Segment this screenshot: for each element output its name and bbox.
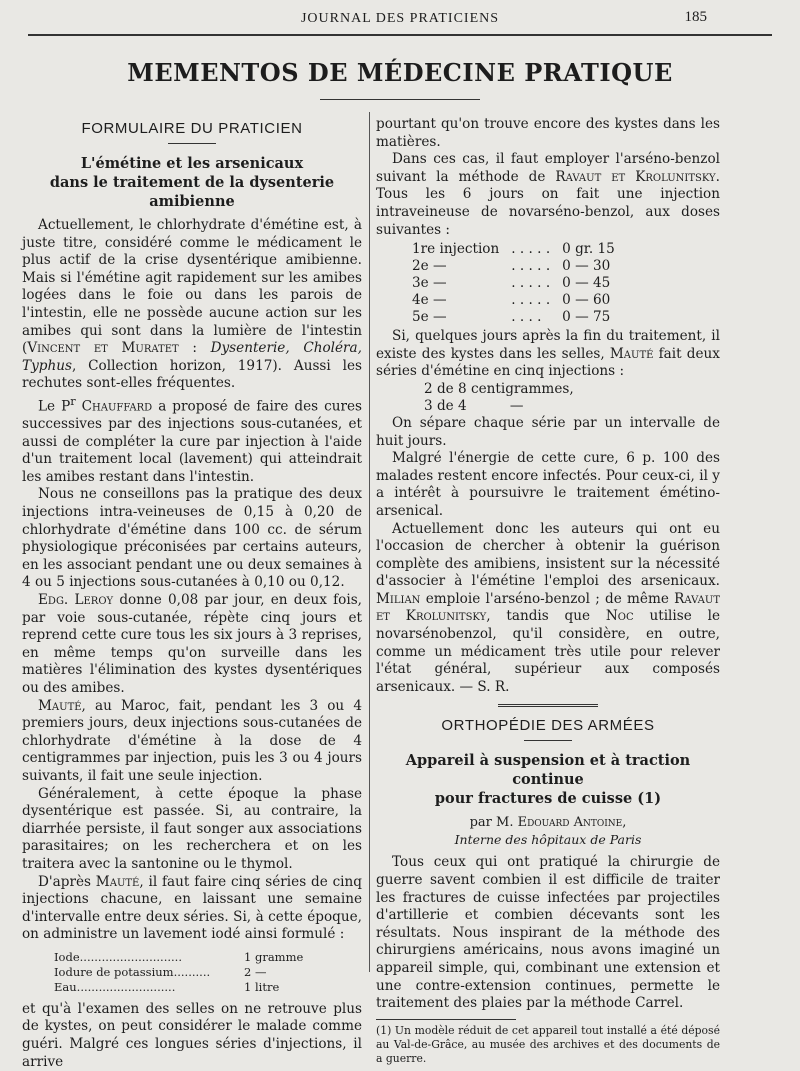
paragraph-text: D'après (38, 873, 96, 890)
page-title: MEMENTOS DE MÉDECINE PRATIQUE (127, 58, 673, 87)
paragraph (376, 328, 720, 381)
dose-row (406, 309, 621, 326)
author-name: Noc (605, 608, 634, 625)
author-name: Edg. Leroy (38, 592, 114, 608)
paragraph (22, 874, 362, 944)
paragraph (22, 393, 362, 487)
dose-leader: . . . . . (511, 275, 551, 292)
dose-value: 0 — 60 (562, 292, 611, 309)
paragraph-text: a proposé de faire des cures successives par des injections sous-cutanées, et aussi de compléter la cure par injection à l'aide d'un traitement local (lavement) qui atteindrait les amibes restant dans l'intestin. (22, 398, 362, 485)
author-names: Ravaut et Krolunitsky (555, 168, 716, 185)
dose-table (406, 241, 621, 326)
paragraph-text: Le P (38, 398, 71, 415)
paragraph (22, 698, 362, 786)
superscript: r (70, 393, 76, 408)
paragraph-text: , Collection horizon, 1917). Aussi les rechutes sont-elles fréquentes. (22, 357, 362, 392)
series-line: 3 de 4 — (424, 397, 524, 414)
paragraph-text: , au Maroc, fait, pendant les 3 ou 4 premiers jours, deux injections sous-cutanées de chlorhydrate d'émétine à la dose de 4 centigrammes par injection, puis les 3 ou 4 jours suivants, il fait une seule injection. (22, 697, 362, 784)
right-column (376, 116, 720, 1066)
footnote: (1) Un modèle réduit de cet appareil tout installé a été déposé au Val-de-Grâce, au musée des archives et des documents de a guerre. (376, 1023, 720, 1065)
formula-ingredient: Iode............................ (54, 949, 182, 964)
dose-value: 0 — 30 (562, 258, 611, 275)
dose-ordinal: 5e — (412, 309, 447, 326)
author-name: Chauffard (81, 398, 153, 415)
author-name: Mauté (95, 873, 140, 890)
series-line: 2 de 8 centigrammes, (424, 380, 574, 397)
article-title-line-1: Appareil à suspension et à traction continue (405, 752, 691, 789)
dose-row (406, 275, 621, 292)
author-names: Ravaut et Krolunitsky (376, 590, 720, 625)
formula-quantity: 1 litre (244, 979, 280, 994)
paragraph-text: Dans ces cas, il faut employer l'arséno-benzol suivant la méthode de (376, 151, 720, 185)
paragraph-text: utilise le novarsénobenzol, qu'il considère, en outre, comme un médicament très utile pour relever l'état général, supérieur aux composés arsenicaux. — S. R. (376, 608, 720, 695)
author-role: Interne des hôpitaux de Paris (454, 832, 642, 848)
formula-ingredient: Iodure de potassium.......... (54, 964, 211, 979)
dose-row (406, 292, 621, 309)
dose-leader: . . . . . (511, 258, 551, 275)
formula-quantity: 2 — (244, 964, 267, 979)
dose-leader: . . . . (511, 309, 542, 326)
dose-value: 0 gr. 15 (562, 241, 615, 258)
article-title-line-2: dans le traitement de la dysenterie amibienne (49, 174, 335, 210)
article-title-line-2: pour fractures de cuisse (1) (434, 790, 662, 808)
paragraph: On sépare chaque série par un intervalle de huit jours. (376, 414, 720, 449)
article-title-appareil (376, 751, 720, 808)
paragraph: Généralement, à cette époque la phase dysentérique est passée. Si, au contraire, la diarrhée persiste, il faut songer aux associations parasitaires; on les recherchera et on les traitera avec la santonine ou le thymol. (22, 785, 362, 872)
author-name: Edouard Antoine (517, 815, 623, 831)
column-divider (369, 112, 370, 972)
paragraph (376, 521, 720, 697)
formula-row (54, 980, 362, 995)
paragraph-text: Si, quelques jours après la fin du traitement, il existe des kystes dans les selles, (376, 328, 720, 362)
author-name: Mauté (38, 697, 82, 714)
dose-row (406, 241, 621, 258)
section-rule (168, 143, 216, 144)
dose-value: 0 — 75 (562, 309, 611, 326)
section-rule (524, 740, 572, 741)
paragraph-text: , tandis que (486, 608, 606, 625)
footnote-rule (376, 1019, 516, 1020)
formula-ingredient: Eau........................... (54, 979, 176, 994)
author-prefix: par M. (469, 815, 518, 831)
running-title: JOURNAL DES PRATICIENS (300, 11, 500, 26)
formula (54, 950, 362, 995)
article-title-emetine (22, 154, 362, 211)
dose-ordinal: 1re injection (412, 241, 500, 258)
paragraph-text: Actuellement donc les auteurs qui ont eu l'occasion de chercher à obtenir la guérison complète des amibiens, insistent sur la nécessité d'associer à l'émétine l'emploi des arsenicaux. (376, 520, 720, 590)
formula-row (54, 950, 362, 965)
paragraph-text: fait deux séries d'émétine en cinq injections : (376, 345, 720, 380)
author-line (376, 814, 720, 831)
formula-quantity: 1 gramme (244, 949, 304, 964)
paragraph-text: . Tous les 6 jours on fait une injection intraveineuse de novarséno-benzol, aux doses suivantes : (376, 168, 720, 238)
paragraph: Nous ne conseillons pas la pratique des deux injections intra-veineuses de 0,15 à 0,20 de chlorhydrate d'émétine dans 100 cc. de sérum physiologique préconisées par certains auteurs, en les associant pendant une ou deux semaines à 4 ou 5 injections sous-cutanées à 0,10 ou 0,12. (22, 486, 362, 591)
paragraph: pourtant qu'on trouve encore des kystes dans les matières. (376, 116, 720, 150)
dose-value: 0 — 45 (562, 275, 611, 292)
header-rule (28, 34, 772, 36)
dose-row (406, 258, 621, 275)
paragraph-text: , il faut faire cinq séries de cinq injections chacune, en laissant une semaine d'intervalle entre deux séries. Si, à cette époque, on administre un lavement iodé ainsi formulé : (22, 873, 362, 943)
paragraph-text: Actuellement, le chlorhydrate d'émétine est, à juste titre, considéré comme le médicament le plus actif de la crise dysentérique amibienne. Mais si l'émétine agit rapidement sur les amibes logées dans le foie ou dans les parois de l'intestin, elle ne possède aucune action sur les amibes qui sont dans la lumière de l'intestin ( (22, 217, 362, 357)
paragraph (22, 592, 362, 698)
paragraph (376, 151, 720, 239)
dose-ordinal: 3e — (412, 275, 447, 292)
author-name: Mauté (609, 345, 654, 362)
paragraph: Malgré l'énergie de cette cure, 6 p. 100 des malades restent encore infectés. Pour ceux-ci, il y a intérêt à poursuivre le traitement émétino-arsenical. (376, 450, 720, 519)
dose-leader: . . . . . (511, 292, 551, 309)
dose-leader: . . . . . (511, 241, 551, 258)
section-title-orthopedie: ORTHOPÉDIE DES ARMÉES (441, 717, 655, 735)
dose-ordinal: 4e — (412, 292, 447, 309)
page-number: 185 (684, 9, 707, 25)
formula-row (54, 965, 362, 980)
left-column (22, 116, 362, 1071)
section-separator (498, 704, 598, 707)
author-names: Vincent et Muratet (27, 340, 179, 357)
running-head (0, 8, 800, 30)
paragraph-text: emploie l'arséno-benzol ; de même (420, 590, 675, 607)
section-title-formulaire: FORMULAIRE DU PRATICIEN (81, 120, 303, 137)
title-rule (320, 99, 480, 100)
paragraph-text: : (178, 340, 211, 357)
paragraph (22, 217, 362, 393)
author-suffix: , (622, 815, 627, 831)
article-title-line-1: L'émétine et les arsenicaux (80, 155, 304, 172)
dose-ordinal: 2e — (412, 258, 447, 275)
paragraph: et qu'à l'examen des selles on ne retrouve plus de kystes, on peut considérer le malade comme guéri. Malgré ces longues séries d'injections, il arrive (22, 1000, 362, 1070)
book-title: Dysenterie, Choléra, Typhus (22, 340, 362, 374)
paragraph-text: donne 0,08 par jour, en deux fois, par voie sous-cutanée, répète cinq jours et reprend cette cure tous les six jours à 3 reprises, en même temps qu'on surveille dans les matières l'élimination des kystes dysentériques ou des amibes. (22, 592, 362, 696)
paragraph: Tous ceux qui ont pratiqué la chirurgie de guerre savent combien il est difficile de traiter les fractures de cuisse infectées par projectiles d'artillerie et combien décevants sont les résultats. Nous inspirant de la méthode des chirurgiens américains, nous avons imaginé un appareil simple, qui, combinant une extension et une contre-extension continues, permette le traitement des plaies par la méthode Carrel. (376, 854, 720, 1012)
author-name: Milian (376, 590, 421, 607)
